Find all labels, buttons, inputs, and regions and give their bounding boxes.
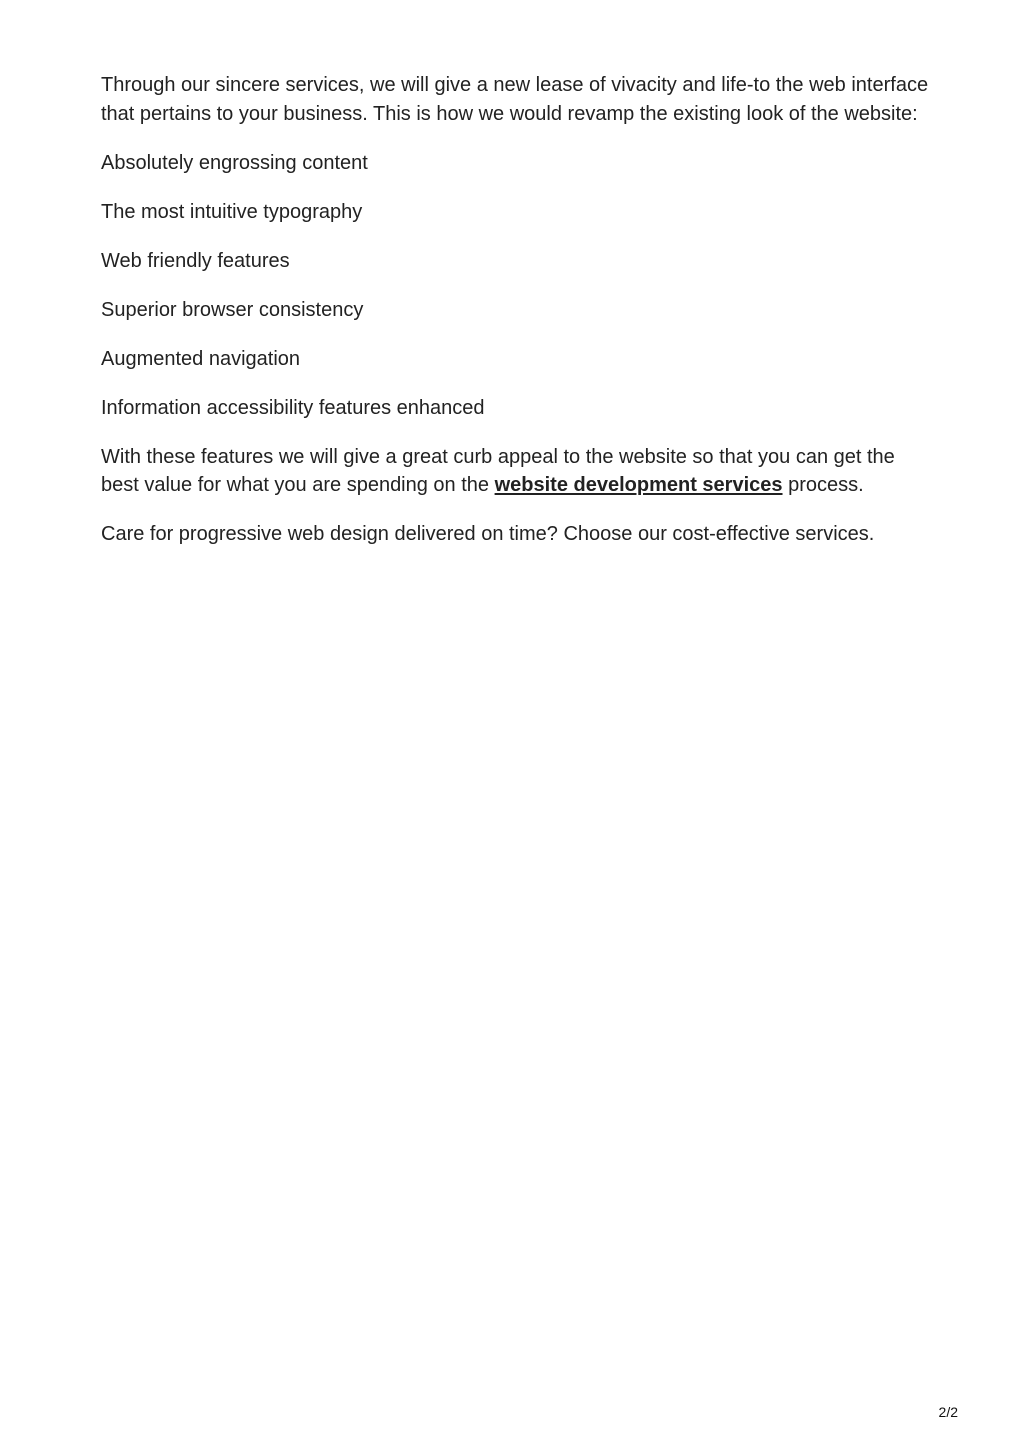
final-paragraph: Care for progressive web design delivered on time? Choose our cost-effective services. — [101, 523, 875, 545]
website-development-services-link[interactable]: website development services — [494, 474, 783, 496]
closing-text-before-link: With these features we will give a great curb appeal to the website so that you can get the best value for what you are spending on the — [101, 445, 895, 496]
feature-item-content: Absolutely engrossing content — [101, 151, 368, 174]
feature-item-web-friendly: Web friendly features — [101, 249, 290, 272]
feature-item-accessibility: Information accessibility features enhanced — [101, 396, 485, 419]
feature-item-typography: The most intuitive typography — [101, 200, 363, 223]
feature-item-navigation: Augmented navigation — [101, 347, 301, 370]
page-number: 2/2 — [938, 1404, 958, 1420]
feature-item-browser-consistency: Superior browser consistency — [101, 298, 364, 321]
closing-paragraph — [101, 443, 931, 500]
document-body — [101, 71, 931, 569]
closing-text-after-link: process. — [782, 474, 864, 496]
intro-paragraph: Through our sincere services, we will give a new lease of vivacity and life-to the web interface that pertains to your business. This is how we would revamp the existing look of the website: — [101, 74, 929, 125]
